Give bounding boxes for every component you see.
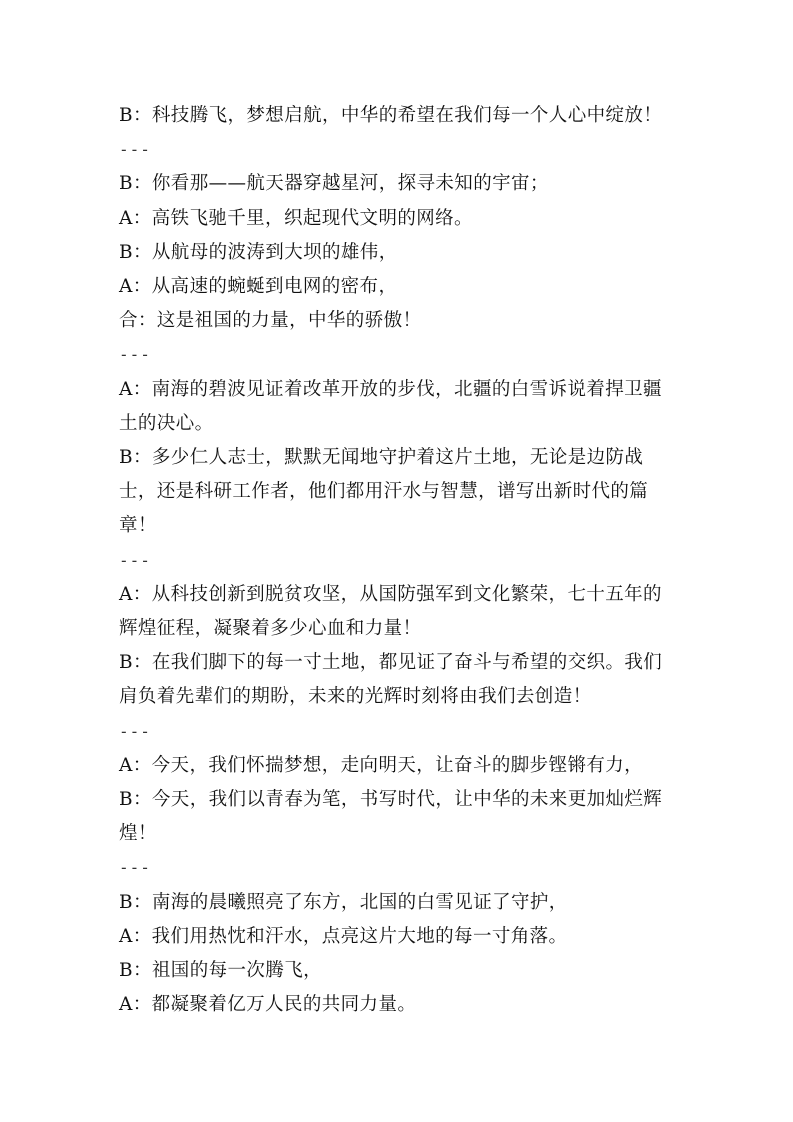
dialogue-line: B：你看那——航天器穿越星河，探寻未知的宇宙； xyxy=(119,173,549,195)
section-separator: --- xyxy=(119,858,151,878)
dialogue-line: B：在我们脚下的每一寸土地，都见证了奋斗与希望的交织。我们肩负着先辈们的期盼，未来的光辉时刻将由我们去创造！ xyxy=(119,652,663,708)
dialogue-line: A：南海的碧波见证着改革开放的步伐，北疆的白雪诉说着捍卫疆土的决心。 xyxy=(119,378,662,434)
dialogue-line: A：我们用热忱和汗水，点亮这片大地的每一寸角落。 xyxy=(119,925,568,947)
dialogue-line: B：科技腾飞，梦想启航，中华的希望在我们每一个人心中绽放！ xyxy=(119,105,663,126)
dialogue-line: A：从科技创新到脱贫攻坚，从国防强军到文化繁荣，七十五年的辉煌征程，凝聚着多少心血和力量！ xyxy=(119,583,662,640)
section-separator: --- xyxy=(119,345,151,365)
dialogue-line: B：南海的晨曦照亮了东方，北国的白雪见证了守护， xyxy=(119,891,568,913)
dialogue-line: 合：这是祖国的力量，中华的骄傲！ xyxy=(119,310,422,332)
dialogue-line: B：今天，我们以青春为笔，书写时代，让中华的未来更加灿烂辉煌！ xyxy=(119,789,663,845)
document-body xyxy=(119,99,679,1022)
dialogue-line: A：高铁飞驰千里，织起现代文明的网络。 xyxy=(119,207,473,229)
dialogue-line: A：都凝聚着亿万人民的共同力量。 xyxy=(119,994,417,1016)
dialogue-line: B：从航母的波涛到大坝的雄伟， xyxy=(119,241,398,263)
section-separator: --- xyxy=(119,140,151,160)
dialogue-line: B：多少仁人志士，默默无闻地守护着这片土地，无论是边防战士，还是科研工作者，他们都用汗水与智慧，谱写出新时代的篇章！ xyxy=(119,447,649,537)
dialogue-line: A：从高速的蜿蜒到电网的密布， xyxy=(119,276,398,298)
dialogue-line: B：祖国的每一次腾飞， xyxy=(119,960,322,982)
section-separator: --- xyxy=(119,721,151,741)
section-separator: --- xyxy=(119,550,151,570)
dialogue-line: A：今天，我们怀揣梦想，走向明天，让奋斗的脚步铿锵有力， xyxy=(119,754,644,776)
